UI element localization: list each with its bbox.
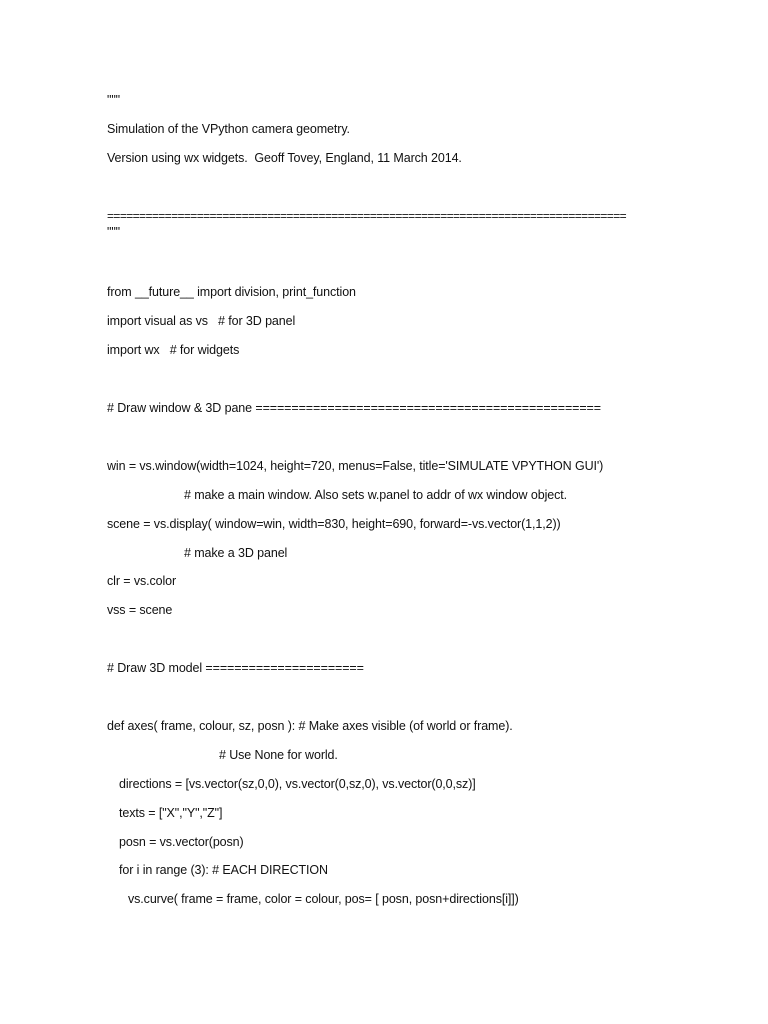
comment-draw-3d-model: # Draw 3D model ======================: [107, 661, 364, 675]
code-line-def-axes: def axes( frame, colour, sz, posn ): # Make axes visible (of world or frame).: [107, 719, 513, 733]
code-line-import-visual: import visual as vs # for 3D panel: [107, 314, 296, 328]
code-line-curve: vs.curve( frame = frame, color = colour, pos= [ posn, posn+directions[i]]): [128, 892, 519, 906]
code-line-vss: vss = scene: [107, 603, 173, 617]
docstring-close: """: [107, 225, 121, 239]
code-line-texts: texts = ["X","Y","Z"]: [119, 806, 223, 820]
code-line-win: win = vs.window(width=1024, height=720, menus=False, title='SIMULATE VPYTHON GUI'): [107, 459, 604, 473]
comment-main-window: # make a main window. Also sets w.panel to addr of wx window object.: [184, 488, 567, 502]
code-line-for-loop: for i in range (3): # EACH DIRECTION: [119, 863, 328, 877]
code-line-future: from __future__ import division, print_function: [107, 285, 356, 299]
code-line-clr: clr = vs.color: [107, 574, 177, 588]
comment-3d-panel: # make a 3D panel: [184, 546, 288, 560]
code-line-directions: directions = [vs.vector(sz,0,0), vs.vector(0,sz,0), vs.vector(0,0,sz)]: [119, 777, 476, 791]
separator-line: =================================================================================: [107, 209, 627, 223]
comment-draw-window: # Draw window & 3D pane ================================================: [107, 401, 601, 415]
code-line-scene: scene = vs.display( window=win, width=830, height=690, forward=-vs.vector(1,1,2)): [107, 517, 561, 531]
docstring-open: """: [107, 93, 121, 107]
code-line-posn: posn = vs.vector(posn): [119, 835, 244, 849]
docstring-title: Simulation of the VPython camera geometry.: [107, 122, 350, 136]
comment-use-none: # Use None for world.: [219, 748, 338, 762]
docstring-version: Version using wx widgets. Geoff Tovey, England, 11 March 2014.: [107, 151, 462, 165]
code-line-import-wx: import wx # for widgets: [107, 343, 240, 357]
